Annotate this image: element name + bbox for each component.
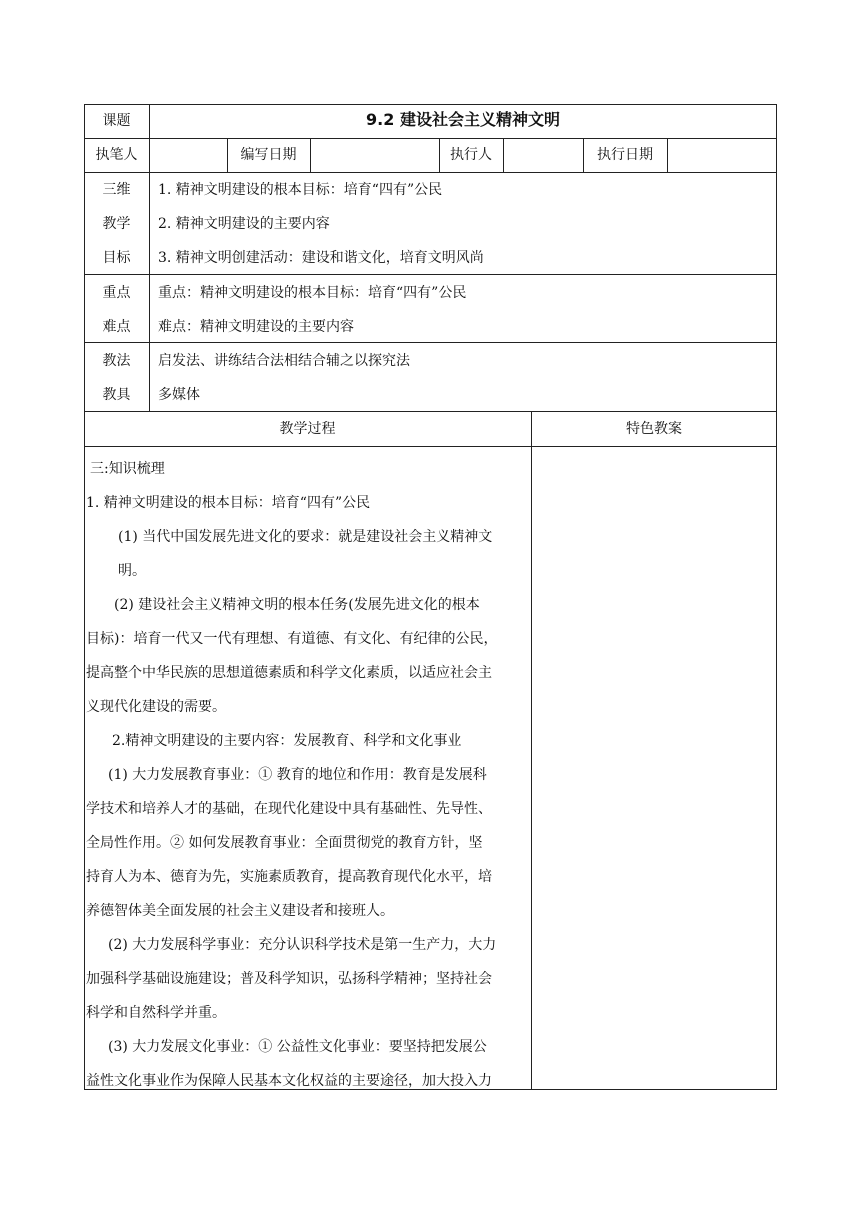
tool-item: 多媒体 xyxy=(158,387,200,403)
objective-item: 2. 精神文明建设的主要内容 xyxy=(158,216,330,232)
paragraph-line: (1) 当代中国发展先进文化的要求：就是建设社会主义精神文 xyxy=(118,529,493,545)
key-point-item: 重点：精神文明建设的根本目标：培育“四有”公民 xyxy=(158,285,467,301)
executor-label: 执行人 xyxy=(450,147,492,163)
methods-label-line: 教具 xyxy=(102,387,131,403)
row-divider xyxy=(84,274,777,275)
paragraph-line: (1) 大力发展教育事业：① 教育的地位和作用：教育是发展科 xyxy=(108,767,487,783)
keypoints-label-line: 重点 xyxy=(102,285,131,301)
row-divider xyxy=(84,411,777,412)
section-heading: 三:知识梳理 xyxy=(90,461,165,477)
keypoints-label-line: 难点 xyxy=(102,319,131,335)
paragraph-line: 加强科学基础设施建设；普及科学知识，弘扬科学精神；坚持社会 xyxy=(86,971,492,987)
subject-label: 课题 xyxy=(102,113,131,129)
col-divider xyxy=(503,138,504,172)
paragraph-line: 学技术和培养人才的基础，在现代化建设中具有基础性、先导性、 xyxy=(86,801,492,817)
objective-item: 3. 精神文明创建活动：建设和谐文化，培育文明风尚 xyxy=(158,250,484,266)
objectives-label-line: 目标 xyxy=(102,250,131,266)
paragraph-line: 养德智体美全面发展的社会主义建设者和接班人。 xyxy=(86,903,394,919)
method-item: 启发法、讲练结合法相结合辅之以探究法 xyxy=(158,353,410,369)
compile-date-label: 编写日期 xyxy=(240,147,297,163)
paragraph-line: 义现代化建设的需要。 xyxy=(86,699,226,715)
paragraph-line: 提高整个中华民族的思想道德素质和科学文化素质，以适应社会主 xyxy=(86,665,492,681)
paragraph-line: 2.精神文明建设的主要内容：发展教育、科学和文化事业 xyxy=(112,733,462,749)
paragraph-line: 1. 精神文明建设的根本目标：培育“四有”公民 xyxy=(86,495,371,511)
paragraph-line: 明。 xyxy=(118,563,146,579)
objective-item: 1. 精神文明建设的根本目标：培育“四有”公民 xyxy=(158,182,443,198)
paragraph-line: (3) 大力发展文化事业：① 公益性文化事业：要坚持把发展公 xyxy=(108,1039,487,1055)
col-divider xyxy=(667,138,668,172)
process-column-header: 教学过程 xyxy=(279,421,336,437)
row-divider xyxy=(84,342,777,343)
special-plan-area xyxy=(532,447,776,1089)
row-divider xyxy=(84,172,777,173)
paragraph-line: 益性文化事业作为保障人民基本文化权益的主要途径，加大投入力 xyxy=(86,1073,492,1089)
paragraph-line: 持育人为本、德育为先，实施素质教育，提高教育现代化水平，培 xyxy=(86,869,492,885)
col-divider xyxy=(310,138,311,172)
objectives-label-line: 教学 xyxy=(102,216,131,232)
paragraph-line: (2) 建设社会主义精神文明的根本任务(发展先进文化的根本 xyxy=(114,597,480,613)
col-divider xyxy=(149,104,150,411)
objectives-label-line: 三维 xyxy=(102,182,131,198)
paragraph-line: (2) 大力发展科学事业：充分认识科学技术是第一生产力，大力 xyxy=(108,937,497,953)
methods-label-line: 教法 xyxy=(102,353,131,369)
paragraph-line: 全局性作用。② 如何发展教育事业：全面贯彻党的教育方针，坚 xyxy=(86,835,483,851)
lesson-title: 9.2 建设社会主义精神文明 xyxy=(366,110,560,129)
paragraph-line: 目标)：培育一代又一代有理想、有道德、有文化、有纪律的公民， xyxy=(86,631,498,647)
teaching-process-content xyxy=(86,452,528,1098)
paragraph-line: 科学和自然科学并重。 xyxy=(86,1005,226,1021)
author-label: 执笔人 xyxy=(95,147,138,163)
execute-date-label: 执行日期 xyxy=(597,147,653,163)
difficult-point-item: 难点：精神文明建设的主要内容 xyxy=(158,319,354,335)
row-divider xyxy=(84,138,777,139)
special-column-header: 特色教案 xyxy=(626,421,682,437)
